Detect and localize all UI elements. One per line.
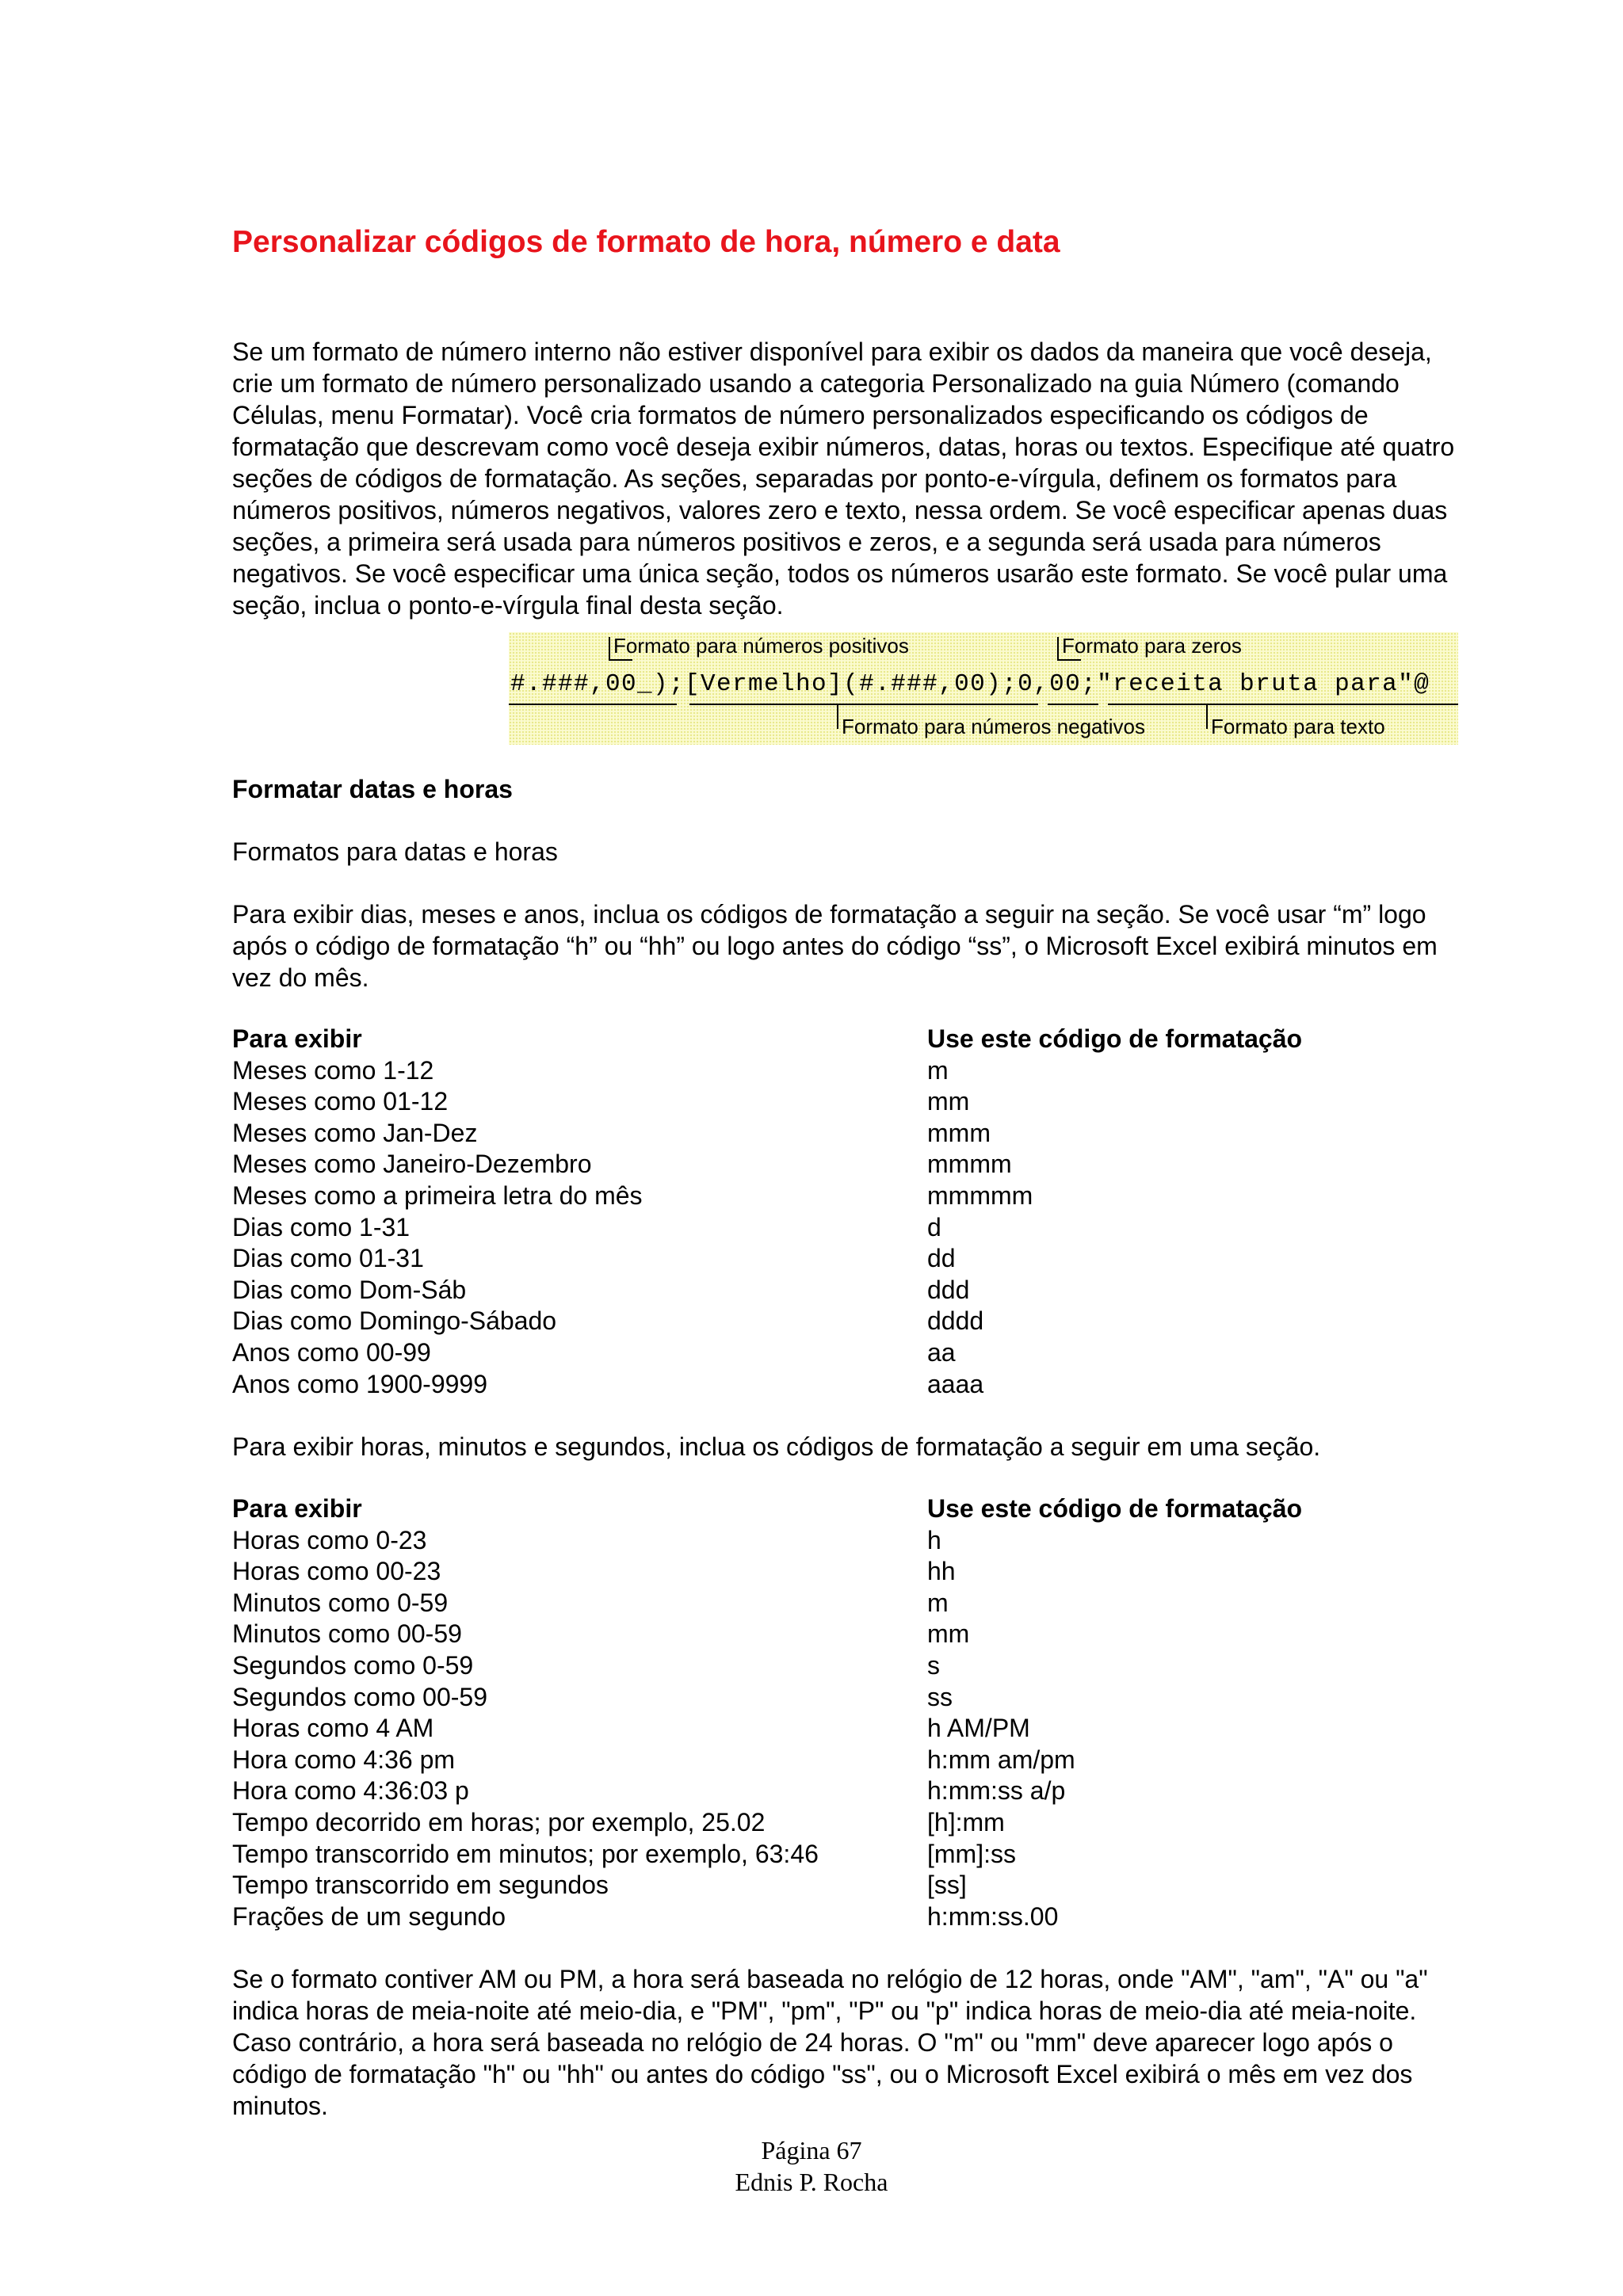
negative-underline <box>689 704 1038 705</box>
table-cell: m <box>927 1055 949 1085</box>
format-code-figure <box>509 632 1458 745</box>
table-cell: aa <box>927 1337 956 1367</box>
zeros-tick <box>1057 637 1059 661</box>
table-cell: Dias como 01-31 <box>232 1244 424 1273</box>
text-tick <box>1206 705 1208 729</box>
subheading: Formatos para datas e horas <box>232 837 558 866</box>
label-positive-format: Formato para números positivos <box>613 634 909 658</box>
table-cell: m <box>927 1588 949 1617</box>
table-cell: Dias como Domingo-Sábado <box>232 1306 557 1336</box>
table-cell: dddd <box>927 1306 984 1336</box>
table-cell: [mm]:ss <box>927 1839 1016 1868</box>
table-cell: Horas como 4 AM <box>232 1714 434 1743</box>
table-cell: h AM/PM <box>927 1714 1030 1743</box>
format-code-example: #.###,00_);[Vermelho](#.###,00);0,00;"receita bruta para"@ <box>510 670 1430 698</box>
author-name: Ednis P. Rocha <box>735 2168 888 2196</box>
table-cell: mmmm <box>927 1150 1012 1179</box>
table-cell: Segundos como 0-59 <box>232 1650 474 1680</box>
table-cell: ss <box>927 1682 953 1711</box>
negative-tick <box>837 705 838 729</box>
table-cell: Horas como 00-23 <box>232 1557 441 1586</box>
column-header: Para exibir <box>232 1494 362 1523</box>
table-cell: h:mm:ss a/p <box>927 1776 1066 1806</box>
table-cell: mm <box>927 1619 970 1649</box>
table-cell: Tempo decorrido em horas; por exemplo, 25.02 <box>232 1807 766 1836</box>
label-negative-format: Formato para números negativos <box>842 715 1145 738</box>
table-cell: h:mm:ss.00 <box>927 1901 1059 1931</box>
page-title: Personalizar códigos de formato de hora, número e data <box>232 225 1060 259</box>
table-cell: Horas como 0-23 <box>232 1525 427 1554</box>
table-cell: Minutos como 00-59 <box>232 1619 462 1649</box>
table-cell: hh <box>927 1557 956 1586</box>
table-cell: Meses como a primeira letra do mês <box>232 1180 643 1210</box>
table-cell: mmmmm <box>927 1180 1033 1210</box>
table-cell: Anos como 00-99 <box>232 1337 431 1367</box>
table-cell: Meses como 01-12 <box>232 1087 449 1116</box>
zeros-underline <box>1048 704 1098 705</box>
table-cell: Hora como 4:36 pm <box>232 1745 456 1774</box>
page-number: Página 67 <box>761 2136 862 2164</box>
ampm-paragraph: Se o formato contiver AM ou PM, a hora será baseada no relógio de 12 horas, onde "AM", "am", "A" ou "a" indica horas de meia-noite até meio-dia, e "PM", "pm", "P" ou "p" indica horas de meio-dia até meia-noite. Caso contrário, a hora será baseada no relógio de 24 horas. O "m" ou "mm" deve aparecer logo após o código de formatação "h" ou "hh" ou antes do código "ss", ou o Microsoft Excel exibirá o mês em vez dos minutos. <box>232 1965 1428 2120</box>
table-cell: dd <box>927 1244 956 1273</box>
text-underline <box>1108 704 1458 705</box>
table-cell: Segundos como 00-59 <box>232 1682 487 1711</box>
label-text-format: Formato para texto <box>1211 715 1385 738</box>
table-cell: Dias como 1-31 <box>232 1212 411 1241</box>
table-cell: Meses como 1-12 <box>232 1055 434 1085</box>
dates-paragraph: Para exibir dias, meses e anos, inclua os códigos de formatação a seguir na seção. Se você usar “m” logo após o código de formatação “h” ou “hh” ou logo antes do código “ss”, o Microsoft Excel exibirá minutos em vez do mês. <box>232 900 1438 992</box>
table-cell: ddd <box>927 1275 970 1304</box>
table-cell: d <box>927 1212 941 1241</box>
table-cell: Tempo transcorrido em segundos <box>232 1871 609 1900</box>
positive-bar <box>609 659 632 661</box>
table-cell: Hora como 4:36:03 p <box>232 1776 469 1806</box>
table-cell: Tempo transcorrido em minutos; por exemplo, 63:46 <box>232 1839 819 1868</box>
positive-tick <box>609 637 610 661</box>
table-cell: Dias como Dom-Sáb <box>232 1275 467 1304</box>
table-cell: h:mm am/pm <box>927 1745 1075 1774</box>
section-heading: Formatar datas e horas <box>232 775 513 803</box>
column-header: Para exibir <box>232 1024 362 1053</box>
table-cell: Anos como 1900-9999 <box>232 1369 487 1398</box>
table-cell: [h]:mm <box>927 1807 1005 1836</box>
times-paragraph: Para exibir horas, minutos e segundos, inclua os códigos de formatação a seguir em uma seção. <box>232 1432 1321 1461</box>
table-cell: s <box>927 1650 940 1680</box>
table-cell: h <box>927 1525 941 1554</box>
table-cell: Meses como Jan-Dez <box>232 1118 478 1147</box>
column-header: Use este código de formatação <box>927 1494 1303 1523</box>
zeros-bar <box>1057 659 1081 661</box>
positive-underline <box>509 704 677 705</box>
column-header: Use este código de formatação <box>927 1024 1303 1053</box>
table-cell: aaaa <box>927 1369 984 1398</box>
table-cell: mmm <box>927 1118 991 1147</box>
table-cell: Frações de um segundo <box>232 1901 506 1931</box>
table-cell: Meses como Janeiro-Dezembro <box>232 1150 592 1179</box>
intro-paragraph: Se um formato de número interno não estiver disponível para exibir os dados da maneira que você deseja, crie um formato de número personalizado usando a categoria Personalizado na guia Número (comando Células, menu Formatar). Você cria formatos de número personalizados especificando os códigos de formatação que descrevam como você deseja exibir números, datas, horas ou textos. Especifique até quatro seções de códigos de formatação. As seções, separadas por ponto-e-vírgula, definem os formatos para números positivos, números negativos, valores zero e texto, nessa ordem. Se você especificar apenas duas seções, a primeira será usada para números positivos e zeros, e a segunda será usada para números negativos. Se você especificar uma única seção, todos os números usarão este formato. Se você pular uma seção, inclua o ponto-e-vírgula final desta seção. <box>232 338 1455 620</box>
table-cell: mm <box>927 1087 970 1116</box>
label-zeros-format: Formato para zeros <box>1062 634 1242 658</box>
table-cell: [ss] <box>927 1871 967 1900</box>
table-cell: Minutos como 0-59 <box>232 1588 449 1617</box>
